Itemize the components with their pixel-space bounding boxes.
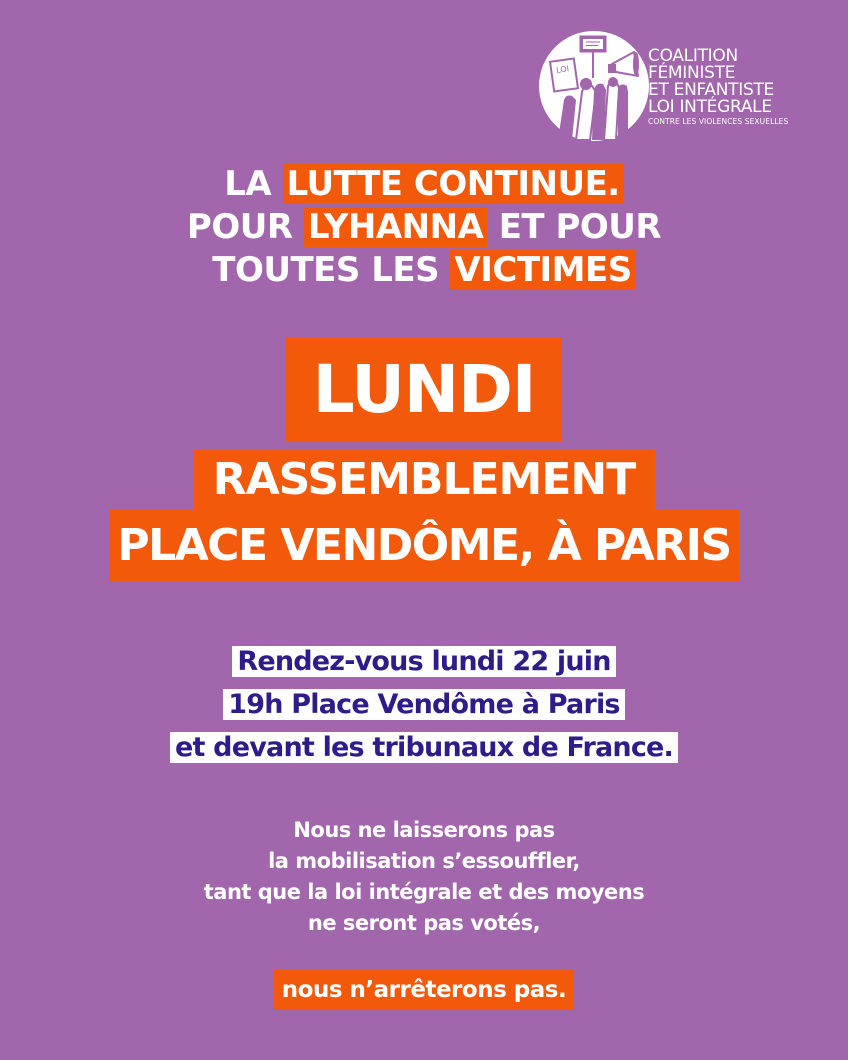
logo-subtitle: CONTRE LES VIOLENCES SEXUELLES bbox=[648, 117, 789, 126]
rendezvous-line-3 bbox=[0, 726, 848, 769]
rendezvous-line-1-text: Rendez-vous lundi 22 juin bbox=[232, 646, 615, 677]
coalition-logo bbox=[538, 30, 828, 142]
event-type: RASSEMBLEMENT bbox=[193, 450, 656, 510]
rendezvous-line-2 bbox=[0, 683, 848, 726]
headline-line-2 bbox=[0, 206, 848, 249]
rendezvous-line-1 bbox=[0, 640, 848, 683]
headline-line-1 bbox=[0, 163, 848, 206]
rendezvous-line-3-text: et devant les tribunaux de France. bbox=[170, 732, 678, 763]
headline-line-1-pre: LA bbox=[224, 164, 283, 204]
message-line-2: la mobilisation s’essouffler, bbox=[268, 849, 580, 873]
loi-sign-text: LOI bbox=[555, 64, 570, 75]
event-day: LUNDI bbox=[286, 337, 563, 442]
headline-line-1-highlight: LUTTE CONTINUE. bbox=[283, 164, 624, 204]
final-message bbox=[0, 970, 848, 1010]
rendezvous-line-2-text: 19h Place Vendôme à Paris bbox=[223, 689, 624, 720]
logo-line-1: COALITION bbox=[648, 46, 738, 66]
headline-line-3 bbox=[0, 249, 848, 292]
headline-line-3-pre: TOUTES LES bbox=[212, 250, 451, 290]
headline bbox=[0, 163, 848, 292]
message-line-4: ne seront pas votés, bbox=[307, 911, 541, 935]
headline-line-2-post: ET POUR bbox=[487, 207, 662, 247]
event-place: PLACE VENDÔME, À PARIS bbox=[109, 510, 738, 582]
logo-wordmark bbox=[648, 48, 788, 127]
final-message-text: nous n’arrêterons pas. bbox=[274, 970, 574, 1010]
logo-line-3: ET ENFANTISTE bbox=[648, 80, 774, 100]
headline-line-2-highlight: LYHANNA bbox=[304, 207, 487, 247]
rendezvous-details bbox=[0, 640, 848, 769]
message-line-1: Nous ne laisserons pas bbox=[293, 818, 555, 842]
logo-line-2: FÉMINISTE bbox=[648, 63, 736, 83]
logo-line-4: LOI INTÉGRALE bbox=[648, 97, 772, 117]
headline-line-2-pre: POUR bbox=[186, 207, 304, 247]
protest-hands-megaphone-icon bbox=[538, 30, 650, 142]
headline-line-3-highlight: VICTIMES bbox=[450, 250, 635, 290]
message bbox=[0, 815, 848, 939]
event-block bbox=[0, 337, 848, 582]
message-line-3: tant que la loi intégrale et des moyens bbox=[203, 880, 645, 904]
